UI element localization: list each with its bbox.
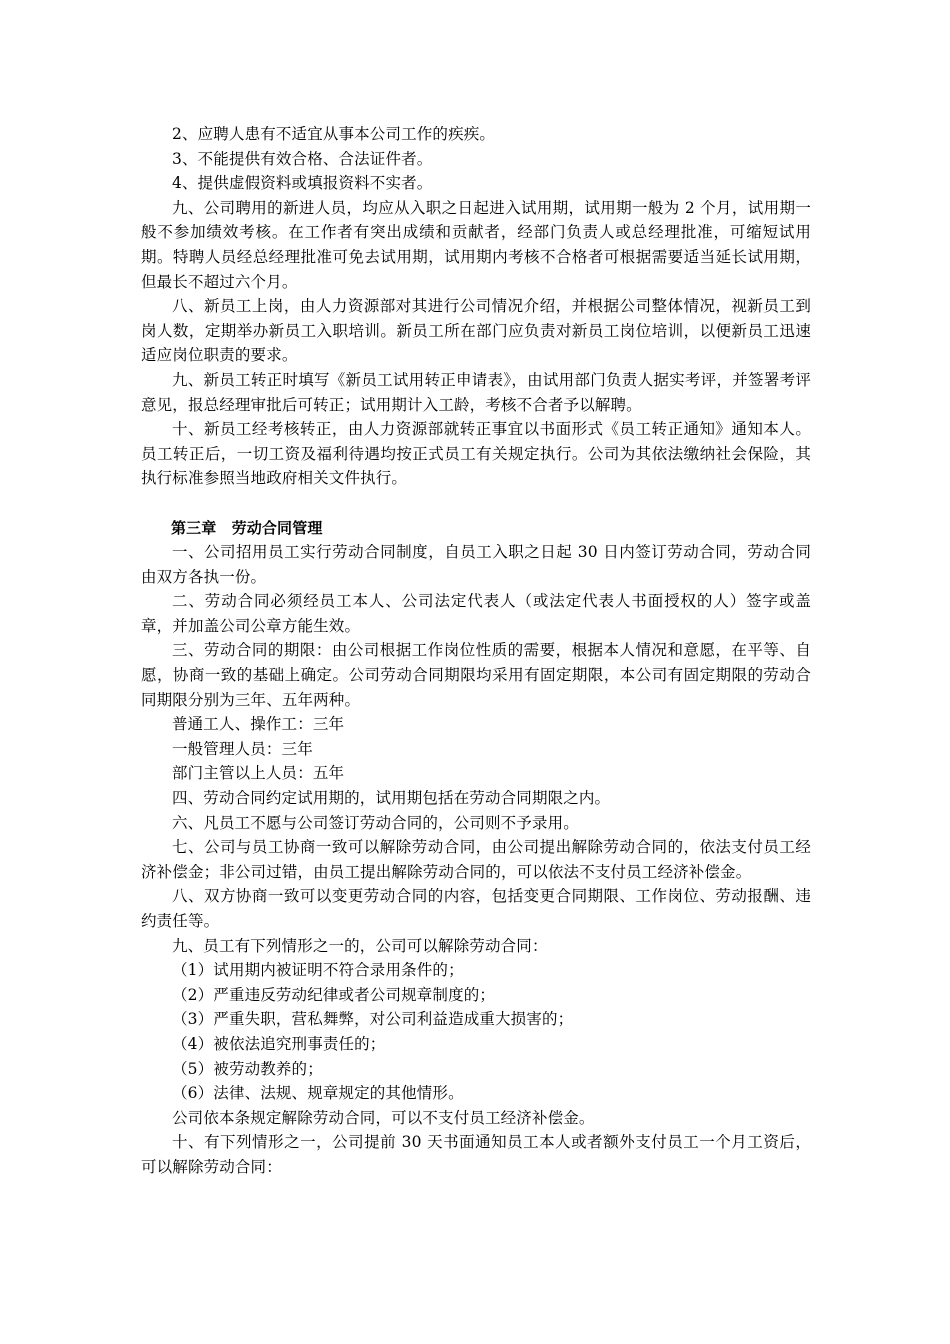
list-item: （5）被劳动教养的； bbox=[172, 1059, 323, 1078]
paragraph: 九、员工有下列情形之一的，公司可以解除劳动合同： bbox=[172, 936, 548, 955]
term-item: 普通工人、操作工：三年 bbox=[172, 715, 345, 734]
paragraph: 一、公司招用员工实行劳动合同制度，自员工入职之日起 30 日内签订劳动合同，劳动合同由双方各执一份。 bbox=[141, 543, 811, 586]
paragraph: 九、新员工转正时填写《新员工试用转正申请表》，由试用部门负责人据实考评，并签署考评意见，报总经理审批后可转正；试用期计入工龄，考核不合者予以解聘。 bbox=[141, 370, 811, 414]
list-item: 4、提供虚假资料或填报资料不实者。 bbox=[172, 174, 433, 193]
list-item: （4）被依法追究刑事责任的； bbox=[172, 1034, 386, 1053]
paragraph: 三、劳动合同的期限：由公司根据工作岗位性质的需要，根据本人情况和意愿，在平等、自愿，协商一致的基础上确定。公司劳动合同期限均采用有固定期限，本公司有固定期限的劳动合同期限分别为三年、五年两种。 bbox=[141, 641, 811, 709]
list-item: （3）严重失职，营私舞弊，对公司利益造成重大损害的； bbox=[172, 1010, 574, 1029]
paragraph: 公司依本条规定解除劳动合同，可以不支付员工经济补偿金。 bbox=[172, 1108, 595, 1127]
list-item: （6）法律、法规、规章规定的其他情形。 bbox=[172, 1084, 464, 1103]
paragraph: 九、公司聘用的新进人员，均应从入职之日起进入试用期，试用期一般为 2 个月，试用期一般不参加绩效考核。在工作者有突出成绩和贡献者，经部门负责人或总经理批准，可缩短试用期。特聘人员经总经理批准可免去试用期，试用期内考核不合格者可根据需要适当延长试用期，但最长不超过六个月。 bbox=[141, 198, 811, 291]
paragraph: 六、凡员工不愿与公司签订劳动合同的，公司则不予录用。 bbox=[172, 813, 579, 832]
list-item: 3、不能提供有效合格、合法证件者。 bbox=[172, 149, 433, 168]
paragraph: 十、新员工经考核转正，由人力资源部就转正事宜以书面形式《员工转正通知》通知本人。员工转正后，一切工资及福利待遇均按正式员工有关规定执行。公司为其依法缴纳社会保险，其执行标准参照当地政府相关文件执行。 bbox=[141, 420, 811, 488]
chapter-heading: 第三章 劳动合同管理 bbox=[171, 518, 323, 537]
document-body bbox=[141, 122, 811, 1180]
paragraph: 二、劳动合同必须经员工本人、公司法定代表人（或法定代表人书面授权的人）签字或盖章，并加盖公司公章方能生效。 bbox=[141, 592, 811, 635]
term-item: 部门主管以上人员：五年 bbox=[172, 764, 345, 783]
blank-line bbox=[141, 491, 811, 516]
term-item: 一般管理人员：三年 bbox=[172, 739, 313, 758]
paragraph: 八、双方协商一致可以变更劳动合同的内容，包括变更合同期限、工作岗位、劳动报酬、违约责任等。 bbox=[141, 887, 811, 930]
paragraph: 十、有下列情形之一，公司提前 30 天书面通知员工本人或者额外支付员工一个月工资后，可以解除劳动合同： bbox=[141, 1133, 811, 1176]
list-item: 2、应聘人患有不适宜从事本公司工作的疾疾。 bbox=[172, 125, 496, 143]
list-item: （2）严重违反劳动纪律或者公司规章制度的； bbox=[172, 985, 496, 1004]
list-item: （1）试用期内被证明不符合录用条件的； bbox=[172, 961, 464, 980]
paragraph: 七、公司与员工协商一致可以解除劳动合同，由公司提出解除劳动合同的，依法支付员工经济补偿金；非公司过错，由员工提出解除劳动合同的，可以依法不支付员工经济补偿金。 bbox=[141, 838, 811, 881]
paragraph: 八、新员工上岗，由人力资源部对其进行公司情况介绍，并根据公司整体情况，视新员工到岗人数，定期举办新员工入职培训。新员工所在部门应负责对新员工岗位培训，以便新员工迅速适应岗位职责的要求。 bbox=[141, 297, 811, 365]
paragraph: 四、劳动合同约定试用期的，试用期包括在劳动合同期限之内。 bbox=[172, 789, 611, 808]
